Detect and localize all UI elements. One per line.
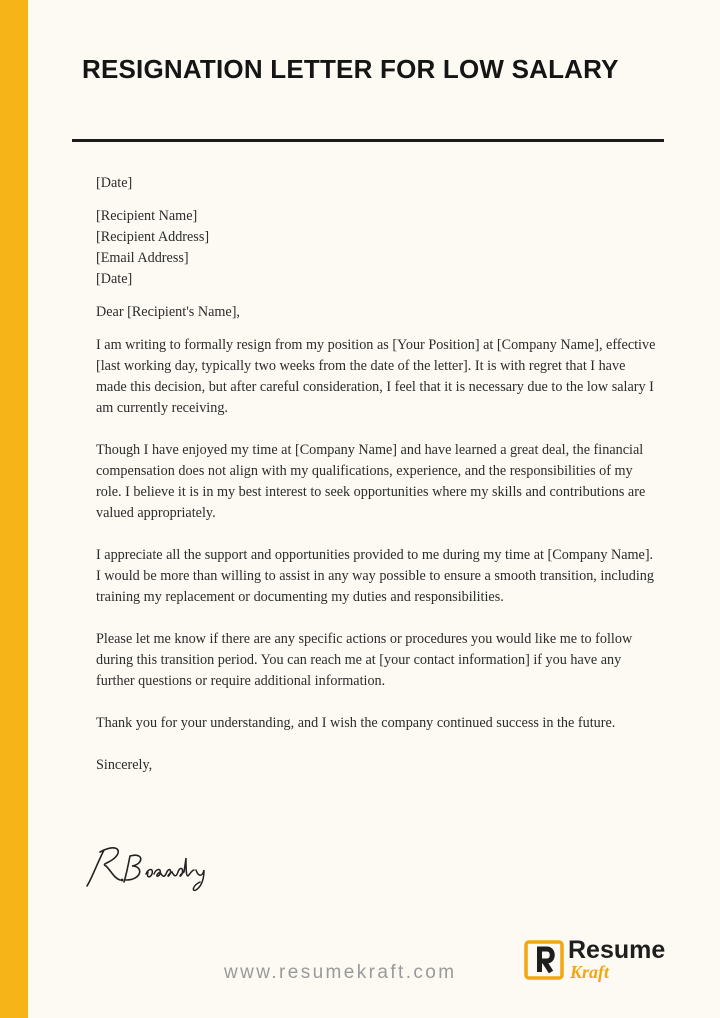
recipient-email-line: [Email Address] [96,250,189,266]
logo-word: Resume [568,936,666,964]
recipient-name-line: [Recipient Name] [96,208,198,224]
recipient-address-line: [Recipient Address] [96,229,210,245]
date-line: [Date] [96,175,133,191]
handwritten-signature [84,836,224,892]
resumekraft-logo-icon [524,940,564,980]
recipient-date-line: [Date] [96,271,133,287]
letter-body [96,173,656,776]
logo-subword: Kraft [570,962,610,982]
paragraph-compensation: Though I have enjoyed my time at [Company Name] and have learned a great deal, the financial compensation does not align with my qualifications, experience, and the responsibilities of my role. I believe it is in my best interest to seek opportunities where my skills and contributions are valued appropriately. [96,442,646,521]
title-divider [72,139,664,142]
paragraph-contact: Please let me know if there are any specific actions or procedures you would like me to follow during this transition period. You can reach me at [your contact information] if you have any further questions or require additional information. [96,631,633,689]
resumekraft-logo [524,938,684,984]
paragraph-transition: I appreciate all the support and opportunities provided to me during my time at [Company Name]. I would be more than willing to assist in any way possible to ensure a smooth transition, including training my replacement or documenting my duties and responsibilities. [96,547,654,605]
salutation: Dear [Recipient's Name], [96,304,240,320]
paragraph-resignation: I am writing to formally resign from my position as [Your Position] at [Company Name], effective [last working day, typically two weeks from the date of the letter]. It is with regret that I have made this decision, but after careful consideration, I feel that it is necessary due to the low salary I am currently receiving. [96,337,656,416]
recipient-block [96,206,656,290]
paragraph-thanks: Thank you for your understanding, and I wish the company continued success in the future. [96,715,616,731]
website-url: www.resumekraft.com [224,962,457,983]
page-title: RESIGNATION LETTER FOR LOW SALARY [82,54,619,84]
closing: Sincerely, [96,757,153,773]
left-accent-bar [0,0,28,1018]
